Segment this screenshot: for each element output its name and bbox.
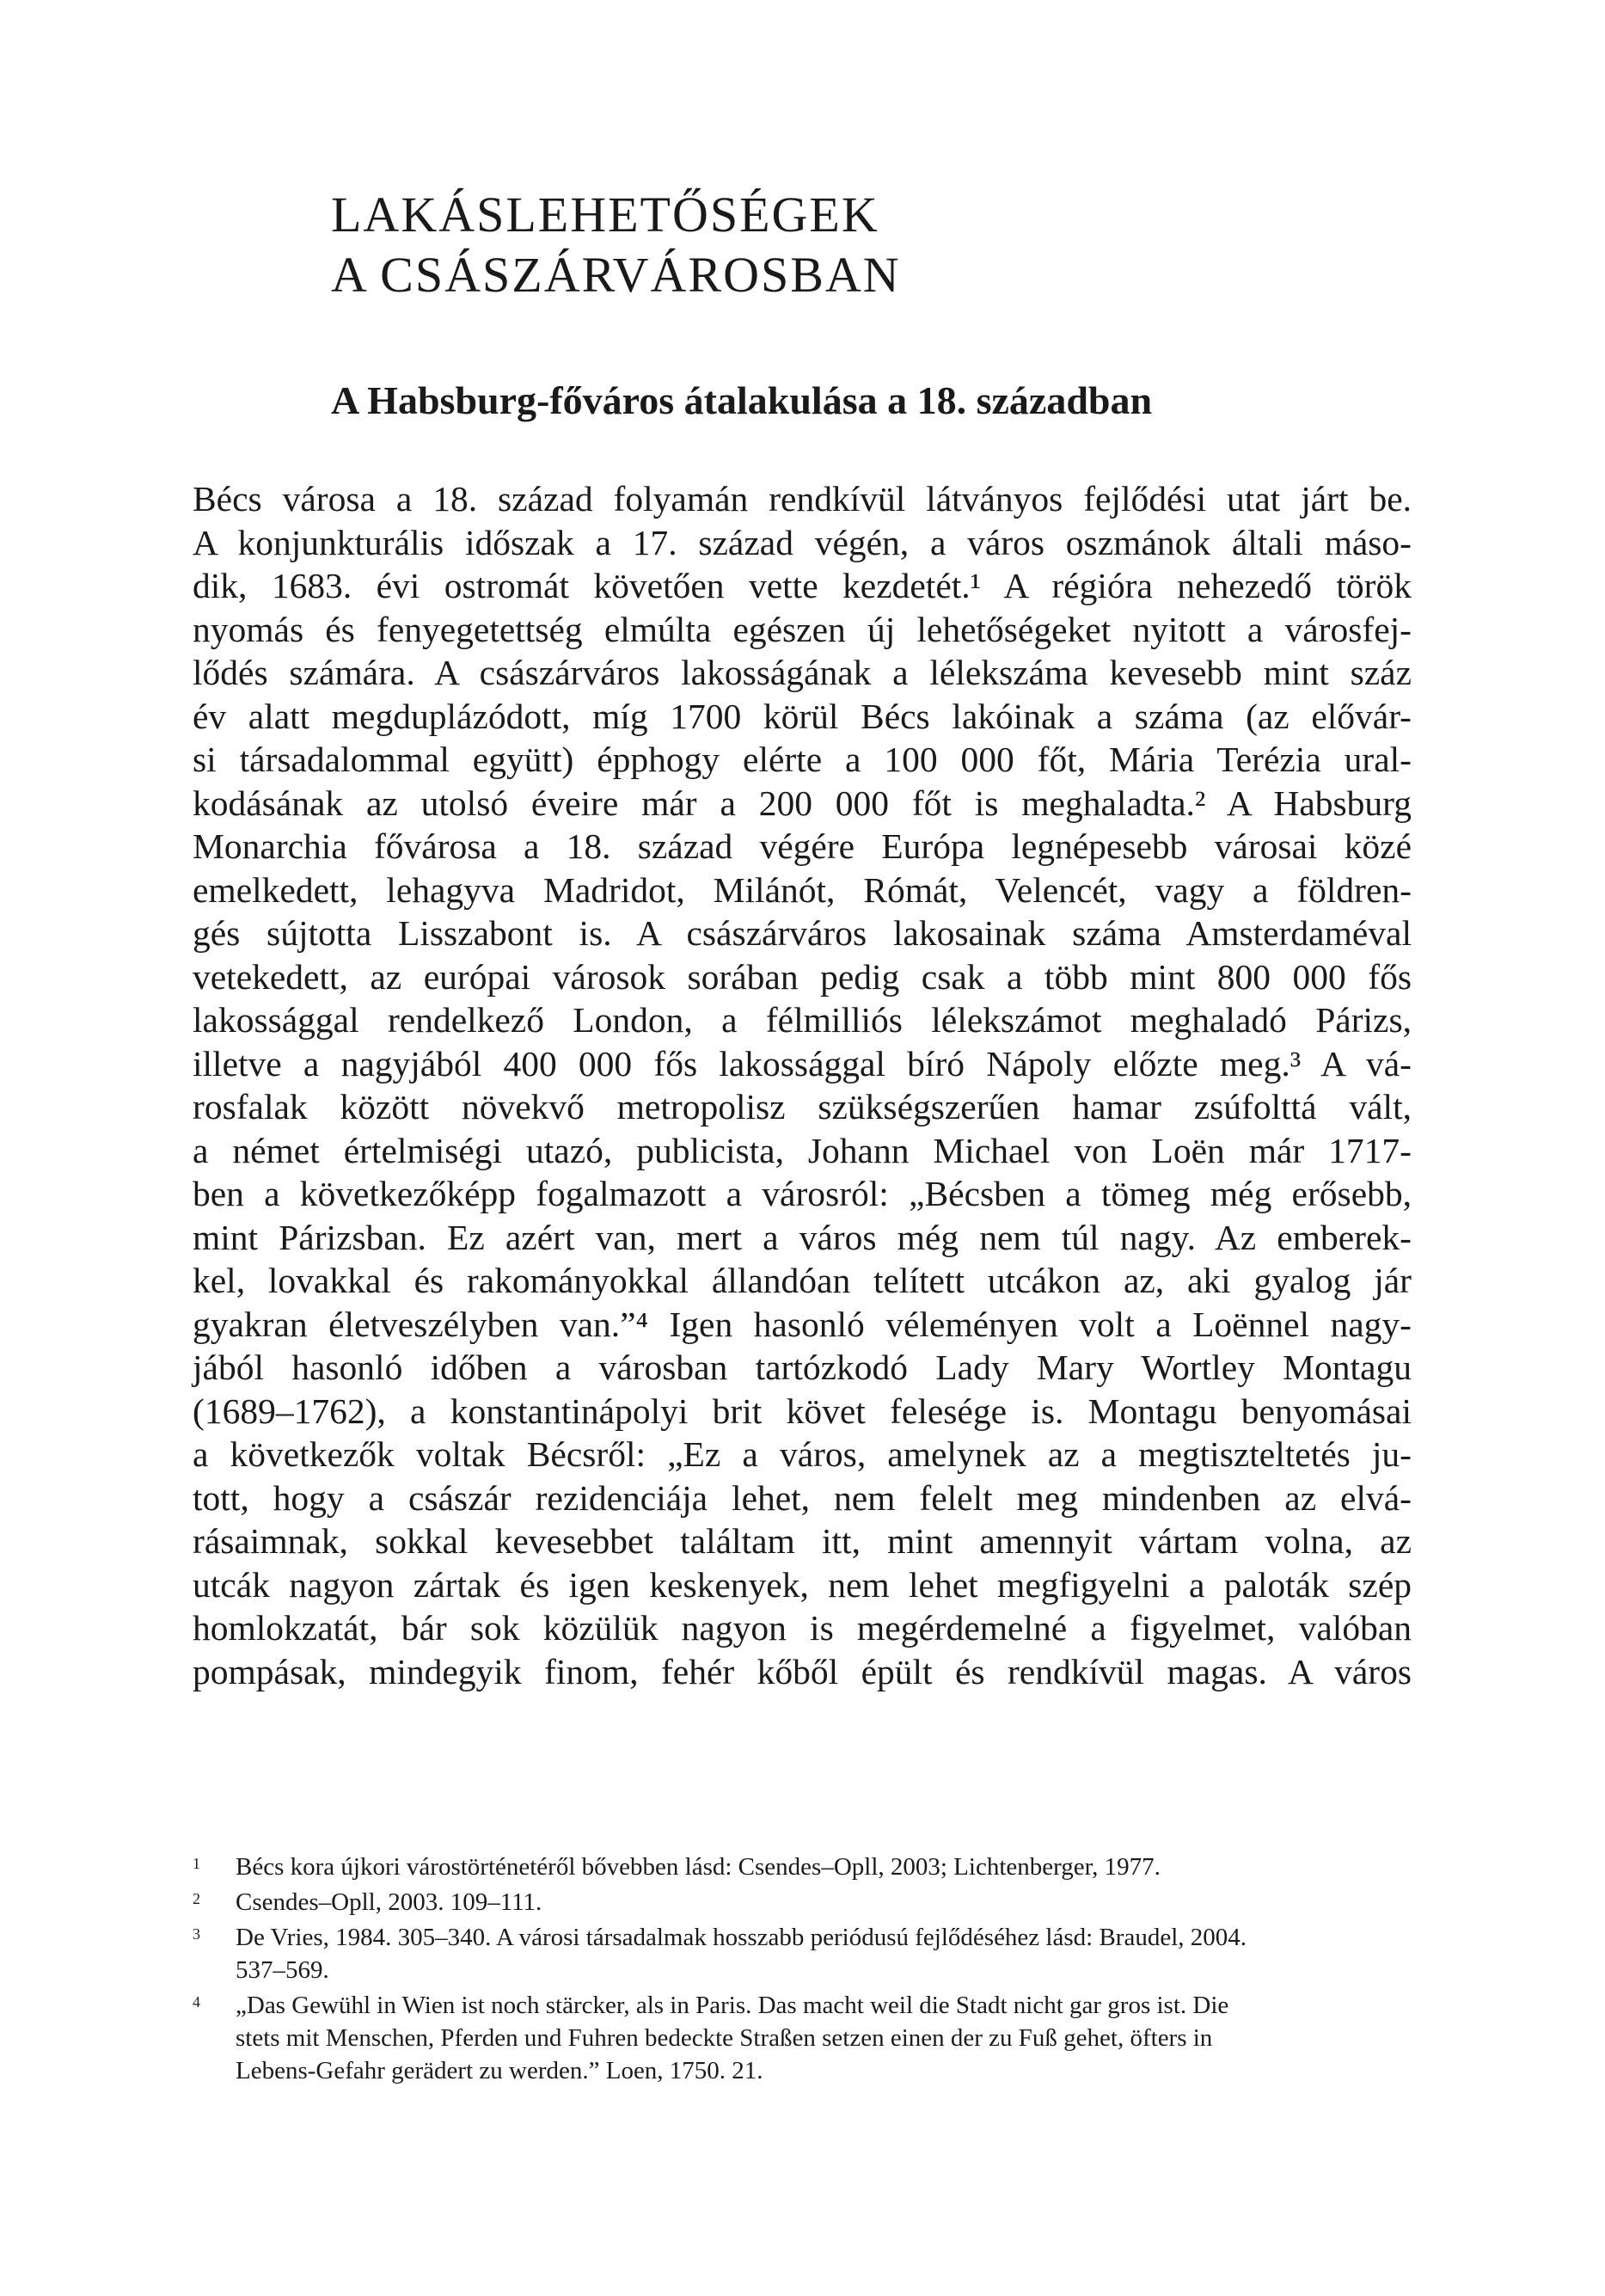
- footnote-text: Bécs kora újkori várostörténetéről bővebben lásd: Csendes–Opll, 2003; Lichtenberger, 1977.: [236, 1853, 1161, 1881]
- footnote-text: 537–569.: [236, 1956, 329, 1984]
- footnote: [193, 1989, 1412, 2087]
- body-line: illetve a nagyjából 400 000 fős lakossággal bíró Nápoly előzte meg.³ A vá-: [193, 1043, 1412, 1084]
- body-line: nyomás és fenyegetettség elmúlta egészen új lehetőségeket nyitott a városfej-: [193, 609, 1412, 649]
- body-line: vetekedett, az európai városok sorában pedig csak a több mint 800 000 fős: [193, 956, 1412, 997]
- body-line: gés sújtotta Lisszabont is. A császárváros lakosainak száma Amsterdaméval: [193, 913, 1412, 953]
- chapter-title-line-1: LAKÁSLEHETŐSÉGEK: [331, 187, 879, 242]
- body-line: dik, 1683. évi ostromát követően vette kezdetét.¹ A régióra nehezedő török: [193, 566, 1412, 605]
- body-line: jából hasonló időben a városban tartózkodó Lady Mary Wortley Montagu: [193, 1348, 1412, 1387]
- footnote-number: 3: [193, 1925, 200, 1943]
- footnote: [193, 1851, 1412, 1883]
- body-line: gyakran életveszélyben van.”⁴ Igen hasonló véleményen volt a Loënnel nagy-: [193, 1304, 1412, 1344]
- body-line: Monarchia fővárosa a 18. század végére Európa legnépesebb városai közé: [193, 826, 1412, 866]
- body-line: lődés számára. A császárváros lakosságának a lélekszáma kevesebb mint száz: [193, 653, 1412, 692]
- body-line: mint Párizsban. Ez azért van, mert a város még nem túl nagy. Az emberek-: [193, 1217, 1412, 1257]
- body-line: rosfalak között növekvő metropolisz szükségszerűen hamar zsúfolttá vált,: [193, 1087, 1412, 1127]
- footnote: [193, 1886, 1412, 1918]
- body-line: kel, lovakkal és rakományokkal állandóan telített utcákon az, aki gyalog jár: [193, 1261, 1412, 1300]
- body-line: lakossággal rendelkező London, a félmilliós lélekszámot meghaladó Párizs,: [193, 1000, 1412, 1040]
- footnotes: [193, 1851, 1412, 2090]
- body-line: utcák nagyon zártak és igen keskenyek, nem lehet megfigyelni a paloták szép: [193, 1564, 1412, 1605]
- footnote-number: 1: [193, 1855, 200, 1872]
- body-line: a következők voltak Bécsről: „Ez a város, amelynek az a megtiszteltetés ju-: [193, 1434, 1412, 1474]
- body-line: emelkedett, lehagyva Madridot, Milánót, Rómát, Velencét, vagy a földren-: [193, 869, 1412, 910]
- body-line: kodásának az utolsó éveire már a 200 000 főt is meghaladta.² A Habsburg: [193, 783, 1412, 823]
- body-line: pompásak, mindegyik finom, fehér kőből épült és rendkívül magas. A város: [193, 1651, 1412, 1691]
- footnote-text: Csendes–Opll, 2003. 109–111.: [236, 1888, 542, 1916]
- chapter-title-line-2: A CSÁSZÁRVÁROSBAN: [331, 247, 901, 303]
- body-line: A konjunkturális időszak a 17. század végén, a város oszmánok általi máso-: [193, 522, 1412, 562]
- body-paragraph: [193, 477, 1412, 1693]
- body-line: ben a következőképp fogalmazott a városról: „Bécsben a tömeg még erősebb,: [193, 1174, 1412, 1213]
- body-line: év alatt megduplázódott, míg 1700 körül Bécs lakóinak a száma (az elővár-: [193, 696, 1412, 736]
- body-line: rásaimnak, sokkal kevesebbet találtam itt, mint amennyit vártam volna, az: [193, 1521, 1412, 1561]
- footnote-text: „Das Gewühl in Wien ist noch stärcker, als in Paris. Das macht weil die Stadt nicht gar gros ist. Die: [236, 1992, 1229, 2019]
- footnote-text: Lebens-Gefahr gerädert zu werden.” Loen, 1750. 21.: [236, 2057, 763, 2084]
- chapter-title: [331, 185, 1449, 305]
- body-line: a német értelmiségi utazó, publicista, Johann Michael von Loën már 1717-: [193, 1130, 1412, 1170]
- body-line: tott, hogy a császár rezidenciája lehet, nem felelt meg mindenben az elvá-: [193, 1477, 1412, 1518]
- body-line: si társadalommal együtt) épphogy elérte a 100 000 főt, Mária Terézia ural-: [193, 740, 1412, 779]
- body-line: homlokzatát, bár sok közülük nagyon is megérdemelné a figyelmet, valóban: [193, 1608, 1412, 1648]
- footnote-text: stets mit Menschen, Pferden und Fuhren bedeckte Straßen setzen einen der zu Fuß gehet, öfters in: [236, 2024, 1213, 2052]
- body-line: (1689–1762), a konstantinápolyi brit követ felesége is. Montagu benyomásai: [193, 1390, 1412, 1431]
- footnote: [193, 1921, 1412, 1986]
- footnote-text: De Vries, 1984. 305–340. A városi társadalmak hosszabb periódusú fejlődéséhez lásd: Braudel, 2004.: [236, 1924, 1247, 1951]
- footnote-number: 2: [193, 1890, 200, 1907]
- body-line: Bécs városa a 18. század folyamán rendkívül látványos fejlődési utat járt be.: [193, 479, 1412, 519]
- section-heading: A Habsburg-főváros átalakulása a 18. században: [331, 378, 1153, 422]
- footnote-number: 4: [193, 1993, 200, 2011]
